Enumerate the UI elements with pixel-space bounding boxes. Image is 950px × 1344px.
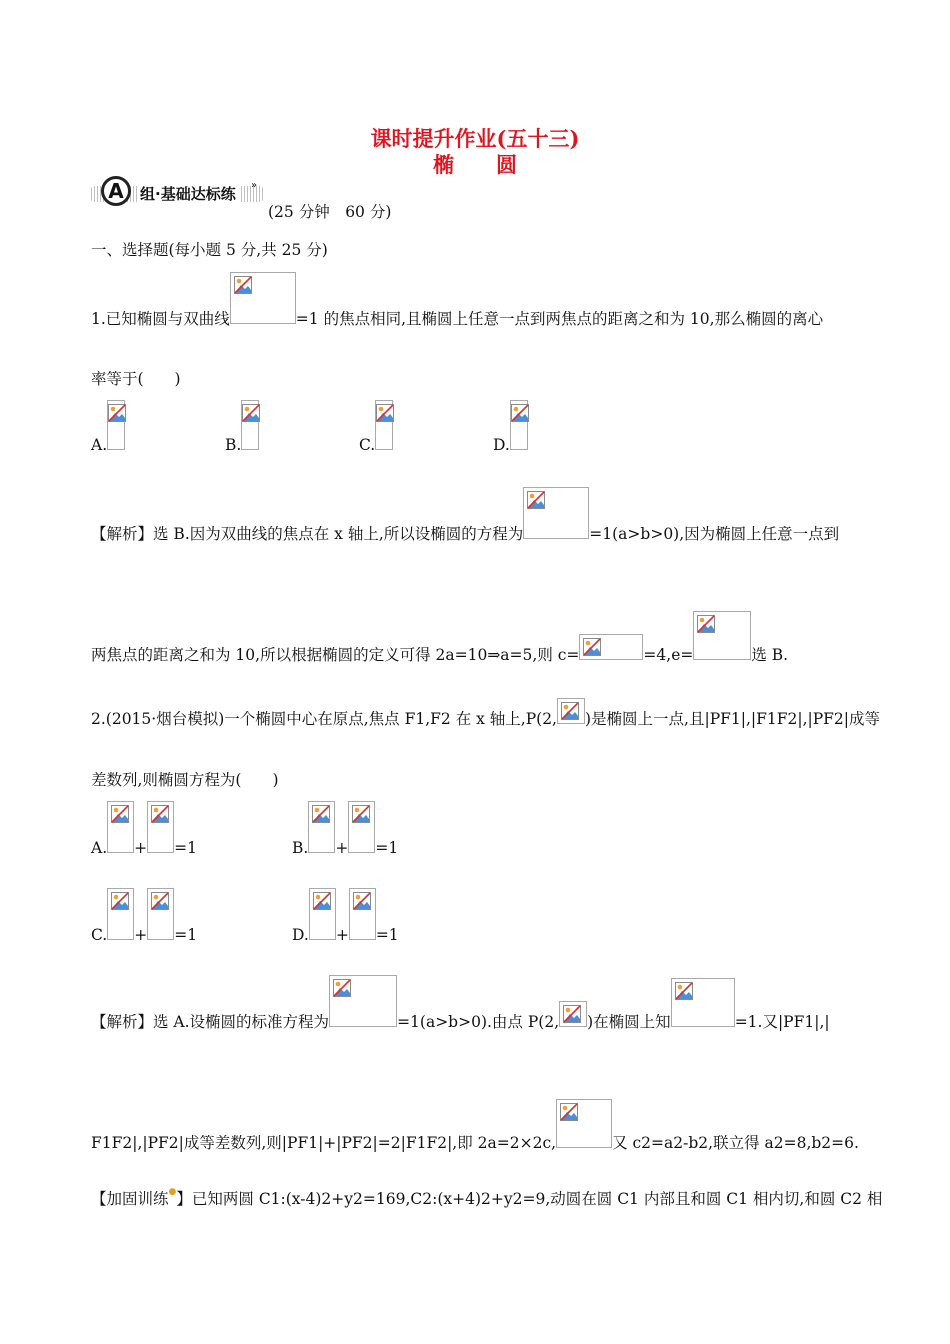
mark-icon: ●: [168, 1187, 177, 1197]
formula-image: [523, 487, 589, 539]
formula-image: [557, 698, 585, 724]
broken-image-icon: [697, 615, 715, 633]
page-title: 课时提升作业(五十三): [370, 126, 580, 151]
badge-arrow-icon: »: [251, 180, 258, 191]
formula-image: [107, 801, 134, 853]
broken-image-icon: [234, 276, 252, 294]
formula-image: [147, 888, 174, 940]
q2-stem-line1: 2.(2015·烟台模拟)一个椭圆中心在原点,焦点 F1,F2 在 x 轴上,P(2, )是椭圆上一点,且|PF1|,|F1F2|,|PF2|成等: [91, 698, 880, 729]
broken-image-icon: [560, 1103, 578, 1121]
q1-solution-line1: 【解析】选 B.因为双曲线的焦点在 x 轴上,所以设椭圆的方程为 =1(a>b>0),因为椭圆上任意一点到: [91, 487, 839, 544]
formula-image: [349, 888, 376, 940]
q1-option-d[interactable]: D.: [493, 400, 528, 454]
q1-option-a[interactable]: A.: [91, 400, 125, 454]
broken-image-icon: [353, 892, 371, 910]
formula-image: [375, 400, 393, 450]
broken-image-icon: [151, 892, 169, 910]
formula-image: [556, 1099, 612, 1148]
broken-image-icon: [111, 805, 129, 823]
extra-practice: 【加固训练●】已知两圆 C1:(x-4)2+y2=169,C2:(x+4)2+y2=9,动圆在圆 C1 内部且和圆 C1 相内切,和圆 C2 相: [91, 1187, 883, 1208]
broken-image-icon: [675, 982, 693, 1000]
formula-image: [329, 975, 397, 1027]
broken-image-icon: [561, 702, 579, 720]
formula-image: [559, 1001, 587, 1027]
broken-image-icon: [376, 404, 394, 422]
q1-stem-line2: 率等于( ): [91, 370, 181, 388]
formula-image: [241, 400, 259, 450]
formula-image: [693, 611, 751, 660]
broken-image-icon: [151, 805, 169, 823]
section-time: (25 分钟 60 分): [268, 203, 392, 221]
broken-image-icon: [313, 892, 331, 910]
broken-image-icon: [511, 404, 529, 422]
formula-image: [579, 634, 643, 660]
q1-solution-line2: 两焦点的距离之和为 10,所以根据椭圆的定义可得 2a=10⇒a=5,则 c= =4,e= 选 B.: [91, 611, 788, 665]
part-heading: 一、选择题(每小题 5 分,共 25 分): [91, 241, 328, 259]
formula-image: [510, 400, 528, 450]
broken-image-icon: [563, 1005, 581, 1023]
broken-image-icon: [333, 979, 351, 997]
formula-image: [671, 978, 735, 1027]
formula-image: [348, 801, 375, 853]
q2-option-d[interactable]: D. + =1: [292, 888, 399, 944]
broken-image-icon: [352, 805, 370, 823]
broken-image-icon: [527, 491, 545, 509]
q2-stem-line2: 差数列,则椭圆方程为( ): [91, 771, 279, 789]
formula-image: [308, 801, 335, 853]
q2-solution-line2: F1F2|,|PF2|成等差数列,则|PF1|+|PF2|=2|F1F2|,即 2a=2×2c, 又 c2=a2-b2,联立得 a2=8,b2=6.: [91, 1099, 859, 1153]
formula-image: [230, 272, 296, 324]
q1-option-c[interactable]: C.: [359, 400, 393, 454]
q1-option-b[interactable]: B.: [225, 400, 259, 454]
q2-option-b[interactable]: B. + =1: [292, 801, 398, 857]
broken-image-icon: [108, 404, 126, 422]
broken-image-icon: [312, 805, 330, 823]
badge-letter: A: [101, 176, 131, 206]
badge-text: 组·基础达标练: [137, 183, 239, 204]
formula-image: [147, 801, 174, 853]
broken-image-icon: [583, 638, 601, 656]
broken-image-icon: [242, 404, 260, 422]
q1-stem-line1: 1.已知椭圆与双曲线 =1 的焦点相同,且椭圆上任意一点到两焦点的距离之和为 10,那么椭圆的离心: [91, 272, 823, 329]
formula-image: [107, 400, 125, 450]
q2-option-c[interactable]: C. + =1: [91, 888, 197, 944]
formula-image: [107, 888, 134, 940]
q2-solution-line1: 【解析】选 A.设椭圆的标准方程为 =1(a>b>0).由点 P(2, )在椭圆上知 =1.又|PF1|,|: [91, 975, 830, 1032]
page-subtitle: 椭 圆: [433, 152, 517, 177]
q2-option-a[interactable]: A. + =1: [91, 801, 197, 857]
formula-image: [309, 888, 336, 940]
broken-image-icon: [111, 892, 129, 910]
